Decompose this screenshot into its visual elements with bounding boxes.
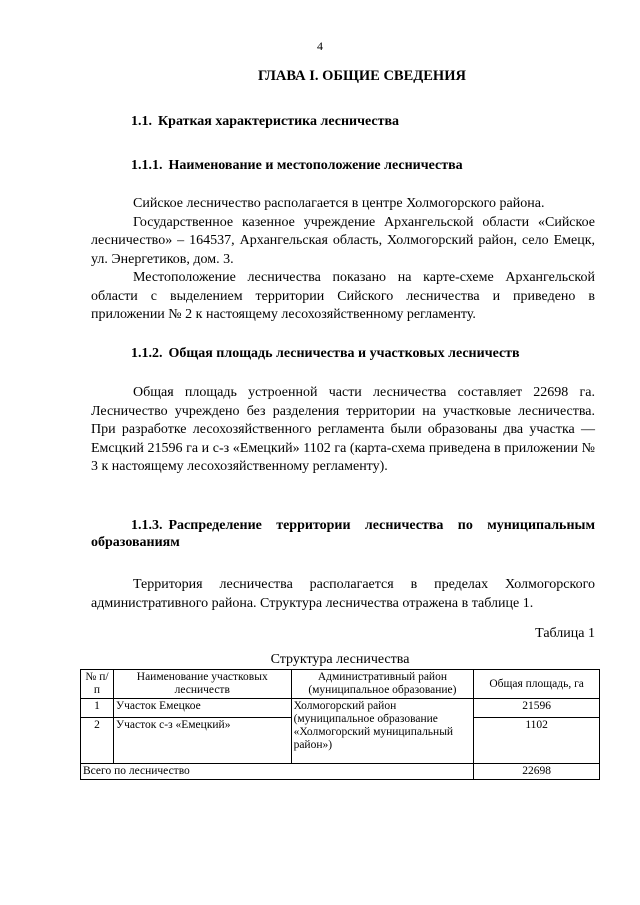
chapter-title: ГЛАВА I. ОБЩИЕ СВЕДЕНИЯ — [258, 68, 466, 84]
header-num: № п/п — [81, 670, 114, 699]
area-text — [91, 384, 595, 477]
paragraph: Сийское лесничество располагается в центре Холмогорского района. — [133, 196, 545, 211]
section-number: 1.1. — [131, 114, 152, 129]
paragraph: Государственное казенное учреждение Архангельской области «Сийское лесничество» – 164537, Архангельская область, Холмогорский район, село Емецк, ул. Энергетиков, дом. 3. — [91, 214, 595, 267]
section-number: 1.1.1. — [131, 158, 163, 173]
page-number: 4 — [317, 39, 323, 53]
cell-admin: Холмогорский район (муниципальное образование «Холмогорский муниципальный район») — [291, 699, 474, 764]
cell-num: 1 — [81, 699, 114, 718]
header-name: Наименование участковых лесничеств — [113, 670, 291, 699]
table-title: Структура лесничества — [270, 652, 410, 667]
cell-name: Участок Емецкое — [113, 699, 291, 718]
cell-area: 1102 — [474, 718, 600, 764]
section-heading-1-1-1 — [91, 157, 595, 174]
paragraph: Общая площадь устроенной части лесничества составляет 22698 га. Лесничество учреждено без разделения территории на участковые лесничества. При разработке лесохозяйственного регламента были образованы два участка — Емсцкий 21596 га и с-з «Емецкий» 1102 га (карта-схема приведена в приложении № 3 к настоящему лесохозяйственному регламенту). — [91, 385, 595, 474]
table-row — [81, 699, 600, 718]
table-caption: Таблица 1 — [535, 626, 595, 641]
structure-table — [80, 669, 600, 780]
territory-text — [91, 576, 595, 613]
section-heading-1-1 — [91, 113, 595, 130]
section-title: Распределение территории лесничества по муниципальным образованиям — [91, 518, 595, 550]
section-title: Краткая характеристика лесничества — [158, 114, 400, 129]
cell-num: 2 — [81, 718, 114, 764]
header-admin: Административный район (муниципальное образование) — [291, 670, 474, 699]
total-label: Всего по лесничество — [81, 764, 474, 780]
total-area: 22698 — [474, 764, 600, 780]
section-number: 1.1.2. — [131, 346, 163, 361]
table-total-row — [81, 764, 600, 780]
section-heading-1-1-3 — [91, 517, 595, 551]
section-heading-1-1-2 — [91, 345, 595, 362]
cell-area: 21596 — [474, 699, 600, 718]
section-title: Общая площадь лесничества и участковых лесничеств — [168, 346, 520, 361]
section-title: Наименование и местоположение лесничества — [168, 158, 463, 173]
paragraph: Территория лесничества располагается в пределах Холмогорского административного района. Структура лесничества отражена в таблице 1. — [91, 577, 595, 611]
location-text — [91, 195, 595, 325]
cell-name: Участок с-з «Емецкий» — [113, 718, 291, 764]
section-number: 1.1.3. — [131, 518, 163, 533]
paragraph: Местоположение лесничества показано на карте-схеме Архангельской области с выделением территории Сийского лесничества и приведено в приложении № 2 к настоящему лесохозяйственному регламенту. — [91, 270, 595, 322]
table-header-row — [81, 670, 600, 699]
header-area: Общая площадь, га — [474, 670, 600, 699]
